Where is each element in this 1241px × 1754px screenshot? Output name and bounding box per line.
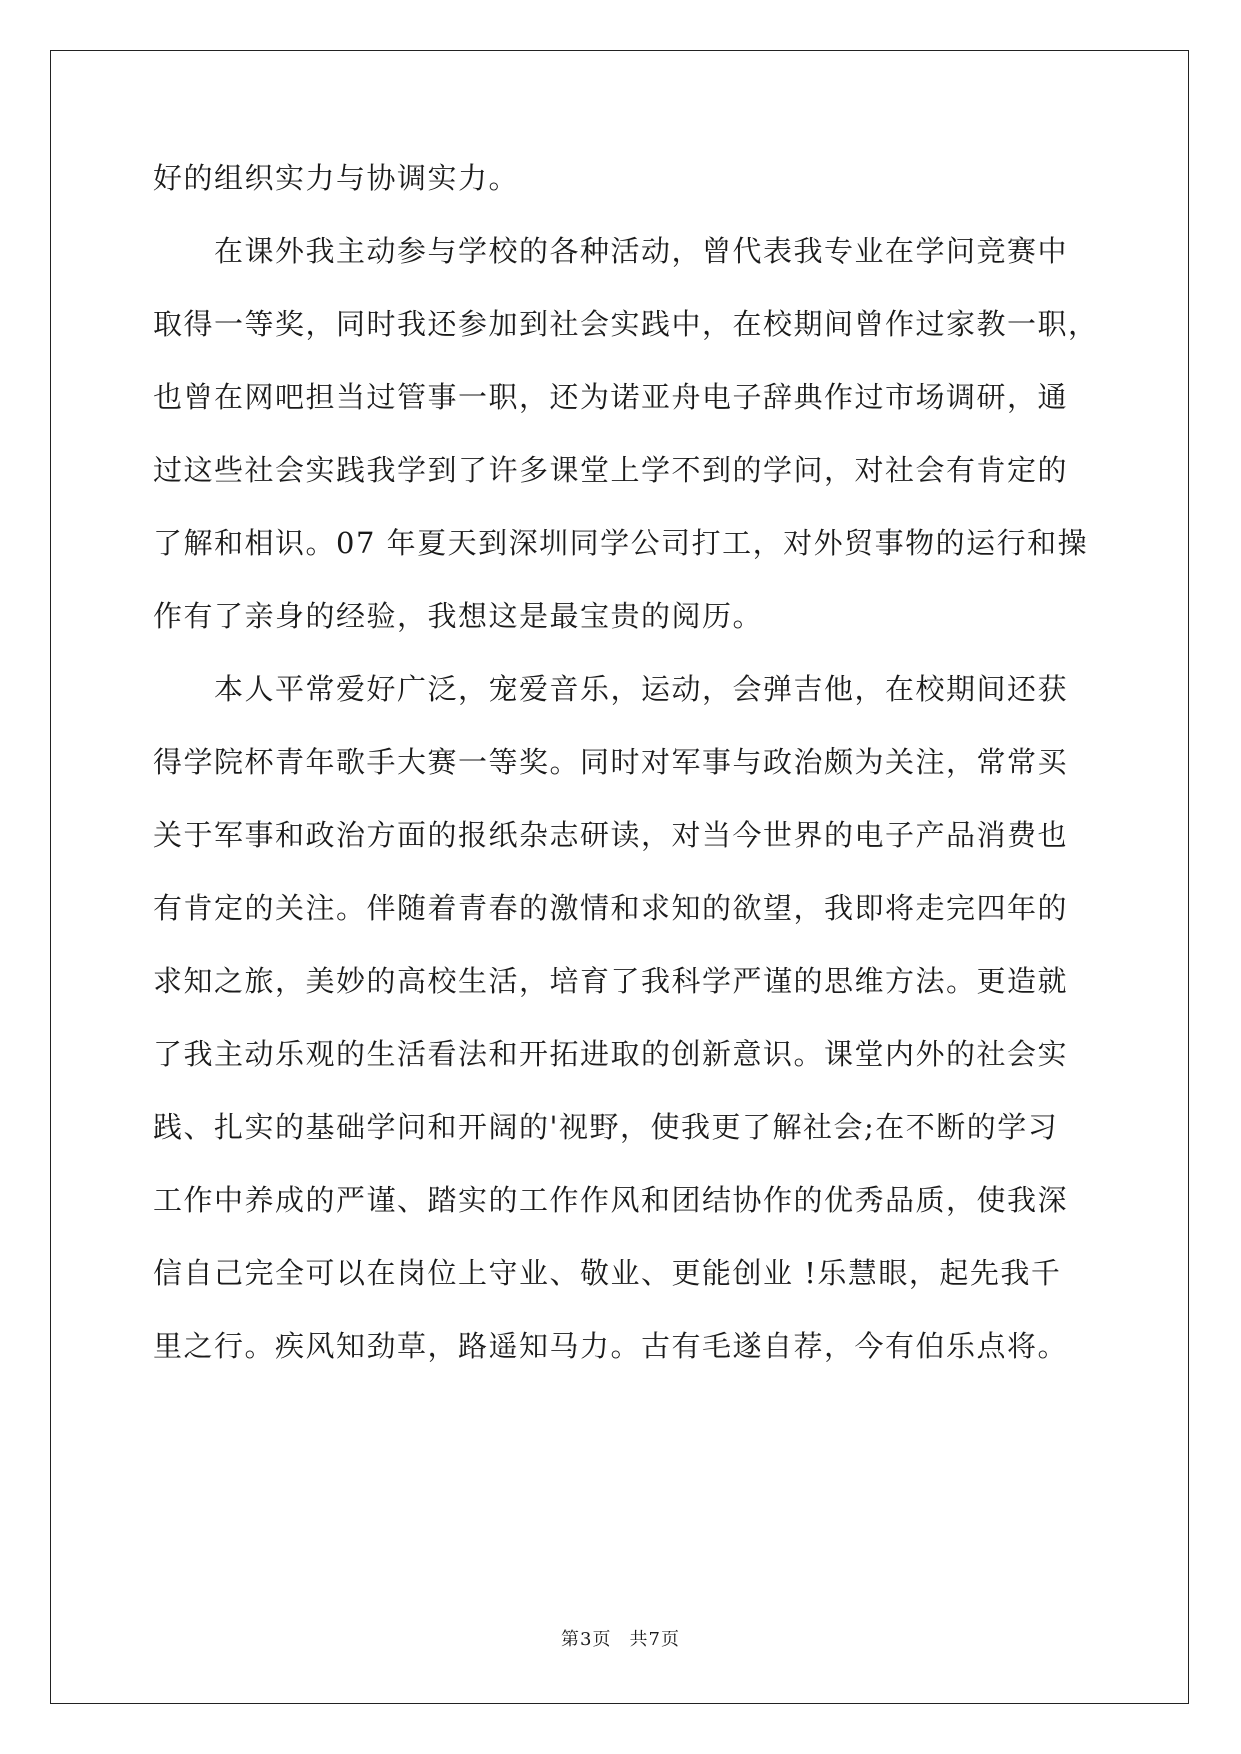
text-line: 践、扎实的基础学问和开阔的'视野，使我更了解社会;在不断的学习: [153, 1110, 1059, 1144]
text-line: 本人平常爱好广泛，宠爱音乐，运动，会弹吉他，在校期间还获: [153, 672, 1069, 706]
page-footer: [0, 1629, 1241, 1651]
page-number: 第3页: [561, 1629, 612, 1650]
page-border: [50, 50, 1189, 1704]
text-line: 求知之旅，美妙的高校生活，培育了我科学严谨的思维方法。更造就: [153, 964, 1069, 998]
text-line: 在课外我主动参与学校的各种活动，曾代表我专业在学问竞赛中: [153, 234, 1069, 268]
text-line: 作有了亲身的经验，我想这是最宝贵的阅历。: [153, 599, 764, 633]
text-line: 取得一等奖，同时我还参加到社会实践中，在校期间曾作过家教一职，: [153, 307, 1099, 341]
text-line: 了我主动乐观的生活看法和开拓进取的创新意识。课堂内外的社会实: [153, 1037, 1069, 1071]
text-line: 了解和相识。07 年夏天到深圳同学公司打工，对外贸事物的运行和操: [153, 526, 1089, 560]
page-total: 共7页: [629, 1629, 680, 1650]
text-line: 里之行。疾风知劲草，路遥知马力。古有毛遂自荐，今有伯乐点将。: [153, 1329, 1069, 1363]
text-line: 工作中养成的严谨、踏实的工作作风和团结协作的优秀品质，使我深: [153, 1183, 1069, 1217]
text-line: 过这些社会实践我学到了许多课堂上学不到的学问，对社会有肯定的: [153, 453, 1069, 487]
text-line: 信自己完全可以在岗位上守业、敬业、更能创业 !乐慧眼，起先我千: [153, 1256, 1062, 1290]
text-line: 有肯定的关注。伴随着青春的激情和求知的欲望，我即将走完四年的: [153, 891, 1069, 925]
text-line: 好的组织实力与协调实力。: [153, 161, 520, 195]
text-line: 得学院杯青年歌手大赛一等奖。同时对军事与政治颇为关注，常常买: [153, 745, 1069, 779]
text-line: 也曾在网吧担当过管事一职，还为诺亚舟电子辞典作过市场调研，通: [153, 380, 1069, 414]
text-line: 关于军事和政治方面的报纸杂志研读，对当今世界的电子产品消费也: [153, 818, 1069, 852]
